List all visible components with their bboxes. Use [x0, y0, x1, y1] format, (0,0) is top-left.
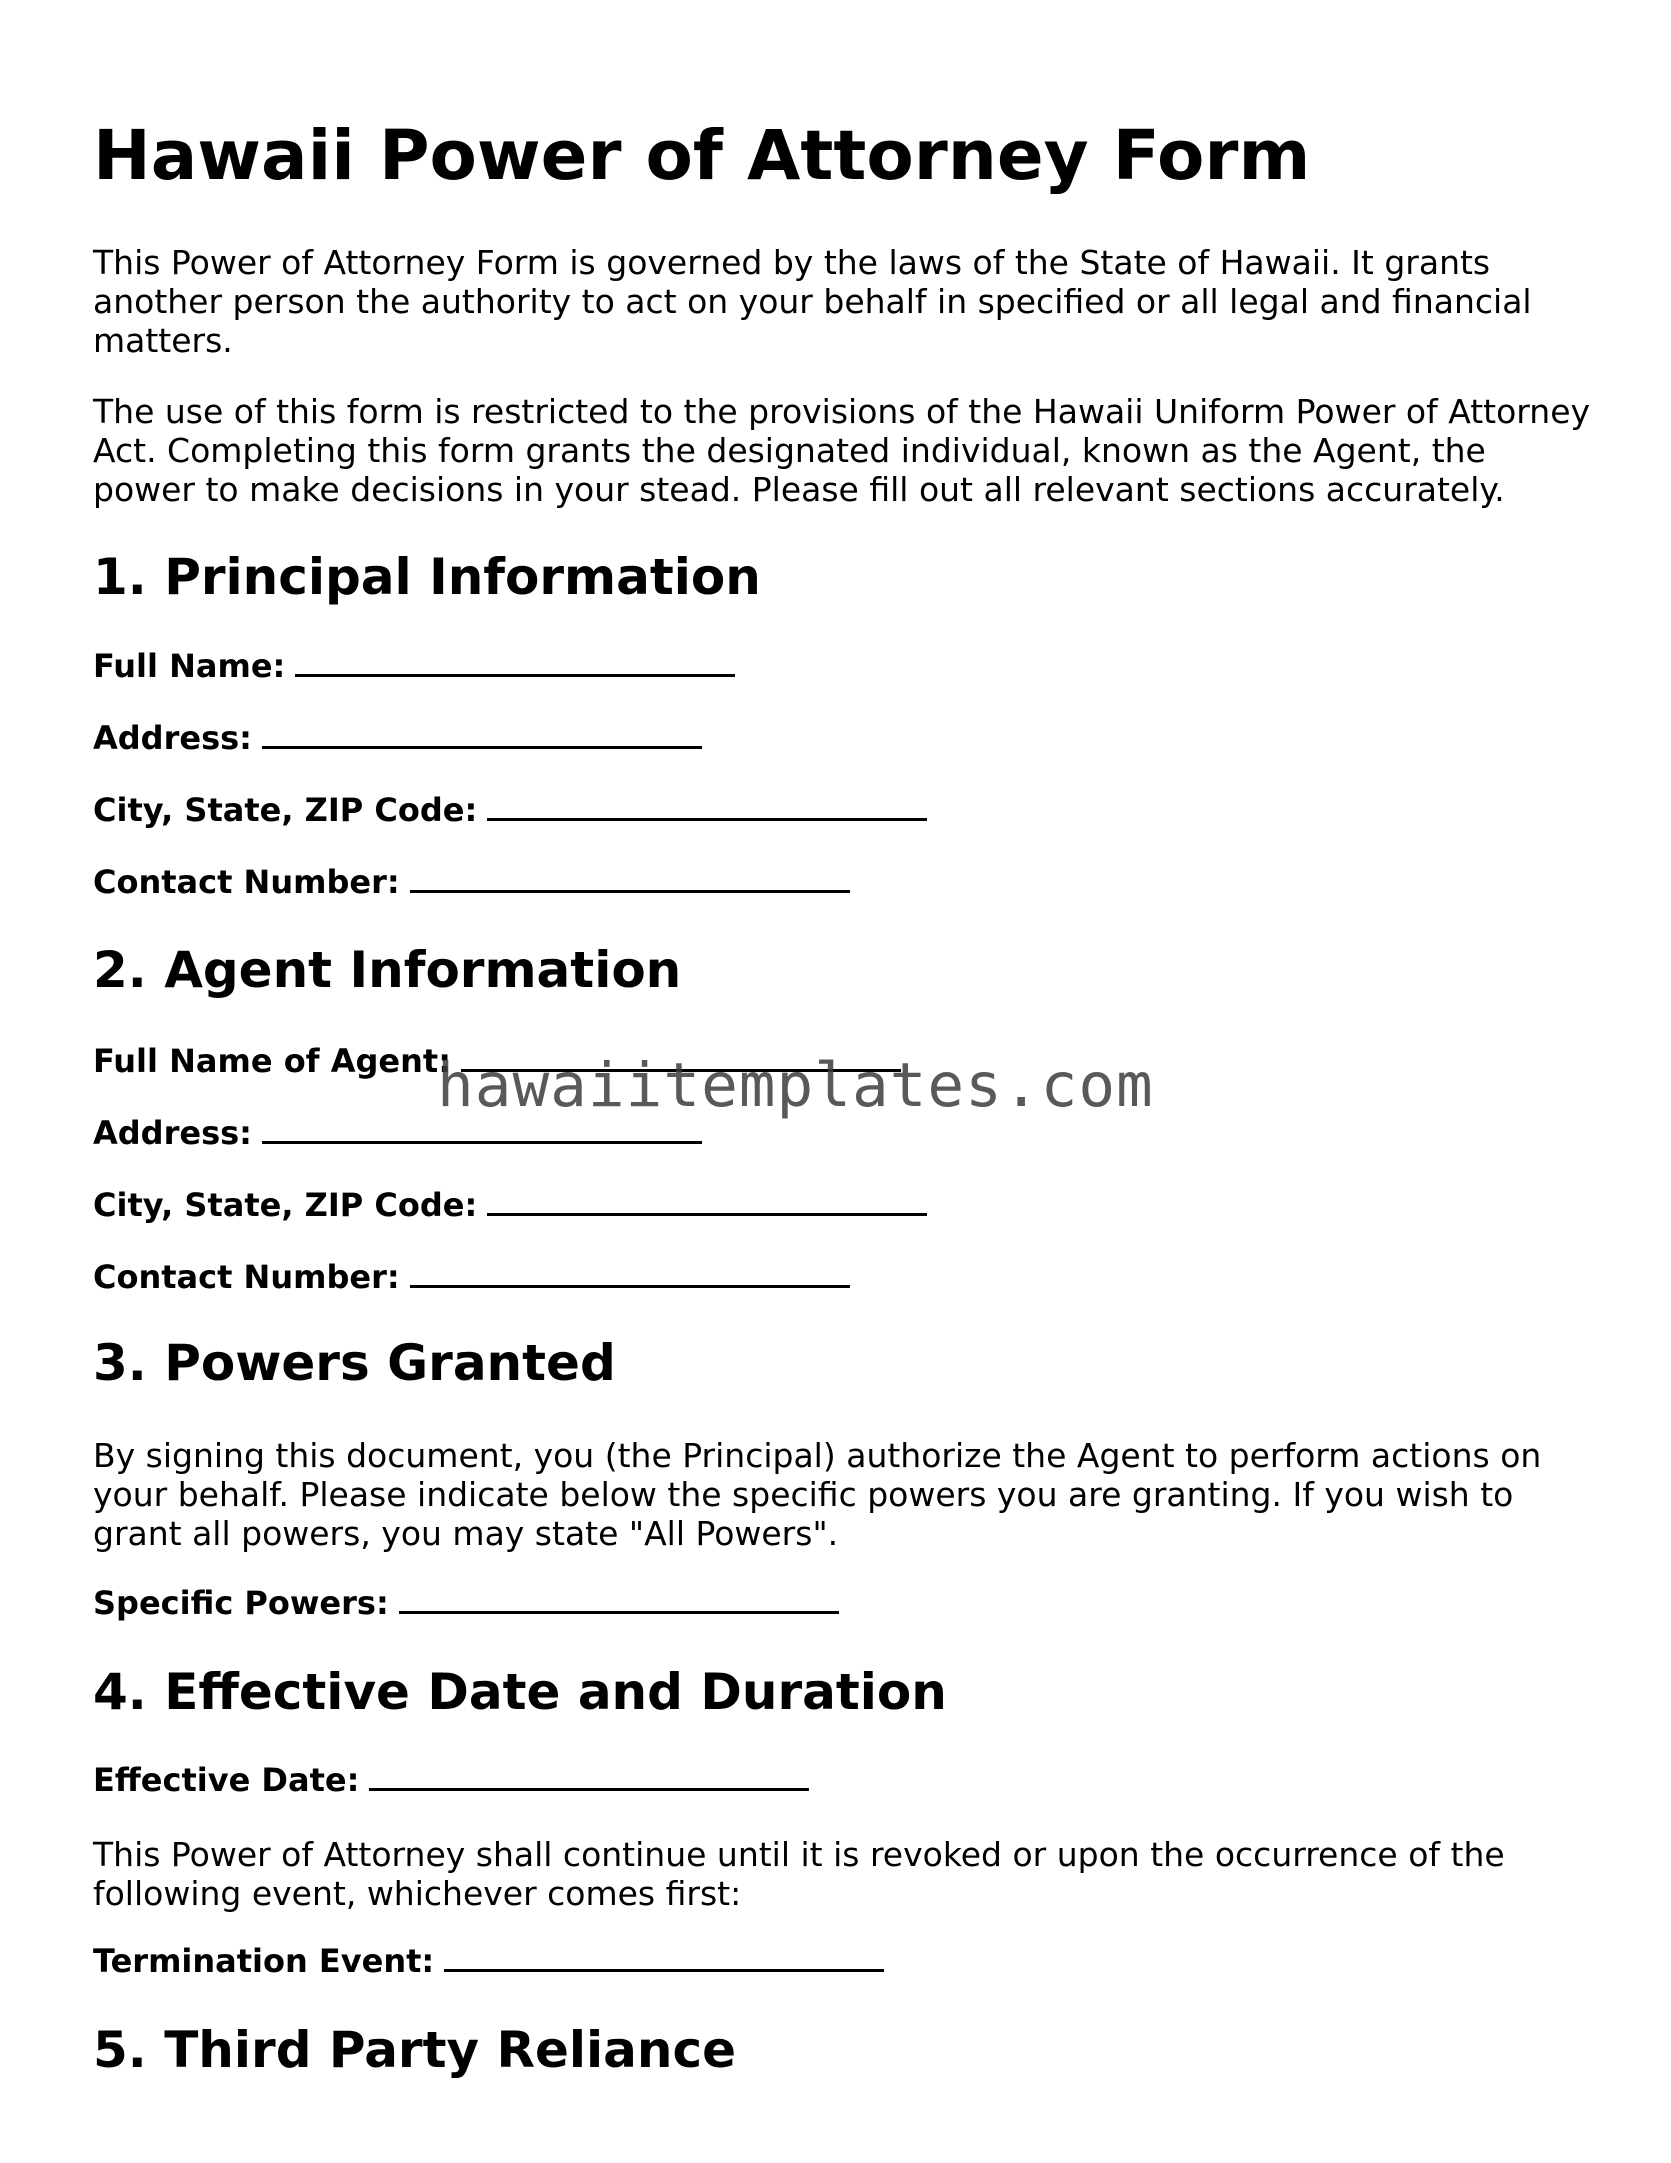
agent-address-label: Address: [93, 1114, 252, 1152]
termination-event-field[interactable] [93, 1942, 884, 1980]
agent-contact-blank[interactable] [410, 1284, 850, 1288]
intro-paragraph-1: This Power of Attorney Form is governed by the laws of the State of Hawaii. It grants another person the authority to act on your behalf in specified or all legal and financial matters. [93, 243, 1532, 360]
specific-powers-field[interactable] [93, 1584, 839, 1622]
principal-full-name-label: Full Name: [93, 647, 286, 685]
document-title: Hawaii Power of Attorney Form [93, 116, 1311, 196]
agent-city-label: City, State, ZIP Code: [93, 1186, 478, 1224]
agent-city-field[interactable] [93, 1186, 927, 1224]
intro-paragraph-2: The use of this form is restricted to the provisions of the Hawaii Uniform Power of Attorney Act. Completing this form grants the designated individual, known as the Agent, the power to make decisions in your stead. Please fill out all relevant sections accurately. [93, 392, 1591, 509]
powers-paragraph: By signing this document, you (the Principal) authorize the Agent to perform actions on your behalf. Please indicate below the specific powers you are granting. If you wish to grant all powers, you may state "All Powers". [93, 1436, 1542, 1553]
principal-contact-blank[interactable] [410, 889, 850, 893]
effective-date-label: Effective Date: [93, 1761, 360, 1799]
agent-address-blank[interactable] [262, 1140, 702, 1144]
effective-date-field[interactable] [93, 1761, 809, 1799]
agent-contact-label: Contact Number: [93, 1258, 400, 1296]
specific-powers-label: Specific Powers: [93, 1584, 389, 1622]
section-heading-powers: 3. Powers Granted [93, 1334, 616, 1392]
agent-address-field[interactable] [93, 1114, 702, 1152]
principal-city-blank[interactable] [487, 817, 927, 821]
agent-full-name-label: Full Name of Agent: [93, 1042, 451, 1080]
section-heading-reliance: 5. Third Party Reliance [93, 2021, 737, 2079]
section-heading-effective: 4. Effective Date and Duration [93, 1663, 947, 1721]
termination-event-blank[interactable] [444, 1968, 884, 1972]
principal-city-label: City, State, ZIP Code: [93, 791, 478, 829]
watermark-text: hawaiitemplates.com [437, 1050, 1154, 1121]
section-heading-principal: 1. Principal Information [93, 548, 761, 606]
agent-city-blank[interactable] [487, 1212, 927, 1216]
principal-full-name-field[interactable] [93, 647, 735, 685]
principal-contact-label: Contact Number: [93, 863, 400, 901]
specific-powers-blank[interactable] [399, 1610, 839, 1614]
principal-contact-field[interactable] [93, 863, 850, 901]
principal-city-field[interactable] [93, 791, 927, 829]
effective-date-blank[interactable] [369, 1787, 809, 1791]
principal-address-field[interactable] [93, 719, 702, 757]
termination-event-label: Termination Event: [93, 1942, 435, 1980]
principal-full-name-blank[interactable] [295, 673, 735, 677]
duration-paragraph: This Power of Attorney shall continue until it is revoked or upon the occurrence of the following event, whichever comes first: [93, 1835, 1505, 1913]
section-heading-agent: 2. Agent Information [93, 941, 682, 999]
principal-address-label: Address: [93, 719, 252, 757]
principal-address-blank[interactable] [262, 745, 702, 749]
agent-contact-field[interactable] [93, 1258, 850, 1296]
